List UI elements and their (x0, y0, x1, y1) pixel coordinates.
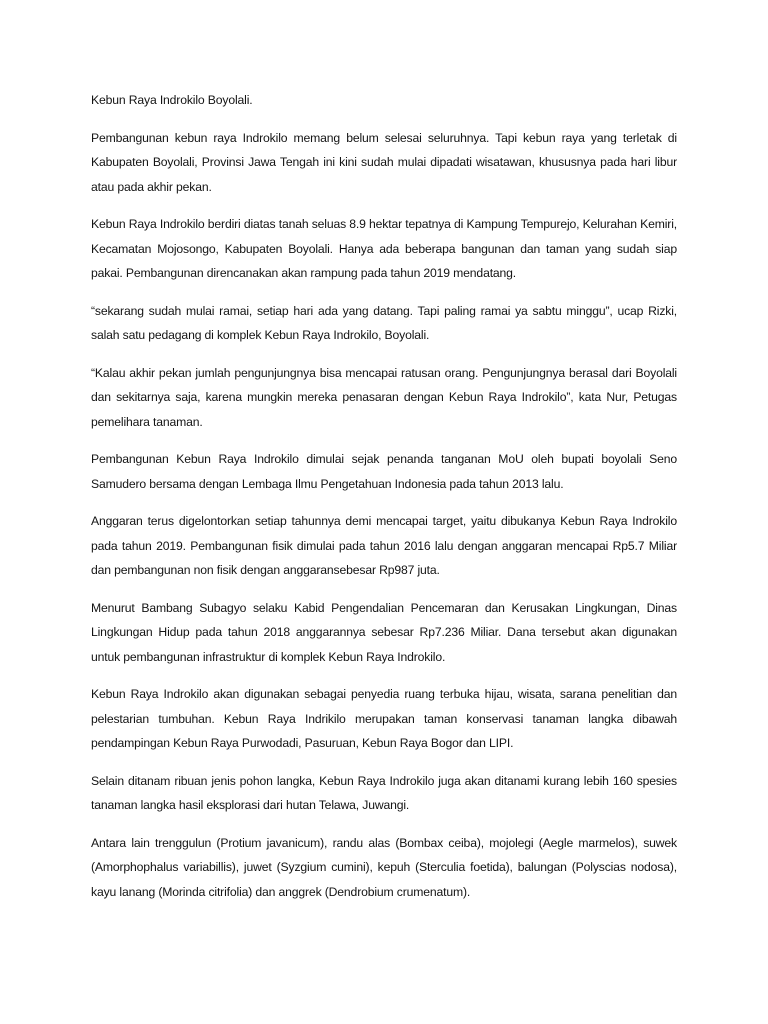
paragraph-5: Pembangunan Kebun Raya Indrokilo dimulai sejak penanda tanganan MoU oleh bupati boyolali Seno Samudero bersama dengan Lembaga Ilmu Pengetahuan Indonesia pada tahun 2013 lalu. (91, 452, 677, 491)
paragraph-3: “sekarang sudah mulai ramai, setiap hari ada yang datang. Tapi paling ramai ya sabtu minggu”, ucap Rizki, salah satu pedagang di komplek Kebun Raya Indrokilo, Boyolali. (91, 303, 677, 342)
document-title: Kebun Raya Indrokilo Boyolali. (91, 93, 253, 107)
paragraph-6: Anggaran terus digelontorkan setiap tahunnya demi mencapai target, yaitu dibukanya Kebun Raya Indrokilo pada tahun 2019. Pembangunan fisik dimulai pada tahun 2016 lalu dengan anggaran mencapai Rp5.7 Miliar dan pembangunan non fisik dengan anggaransebesar Rp987 juta. (91, 514, 677, 577)
paragraph-10: Antara lain trenggulun (Protium javanicum), randu alas (Bombax ceiba), mojolegi (Aegle marmelos), suwek (Amorphophalus variabillis), juwet (Syzgium cumini), kepuh (Sterculia foetida), balungan (Polyscias nodosa), kayu lanang (Morinda citrifolia) dan anggrek (Dendrobium crumenatum). (91, 835, 677, 899)
paragraph-8: Kebun Raya Indrokilo akan digunakan sebagai penyedia ruang terbuka hijau, wisata, sarana penelitian dan pelestarian tumbuhan. Kebun Raya Indrikilo merupakan taman konservasi tanaman langka dibawah pendampingan Kebun Raya Purwodadi, Pasuruan, Kebun Raya Bogor dan LIPI. (91, 687, 677, 750)
document-page (91, 88, 677, 917)
paragraph-4: “Kalau akhir pekan jumlah pengunjungnya bisa mencapai ratusan orang. Pengunjungnya berasal dari Boyolali dan sekitarnya saja, karena mungkin mereka penasaran dengan Kebun Raya Indrokilo”, kata Nur, Petugas pemelihara tanaman. (91, 365, 677, 429)
paragraph-1: Pembangunan kebun raya Indrokilo memang belum selesai seluruhnya. Tapi kebun raya yang terletak di Kabupaten Boyolali, Provinsi Jawa Tengah ini kini sudah mulai dipadati wisatawan, khususnya pada hari libur atau pada akhir pekan. (91, 130, 677, 194)
paragraph-9: Selain ditanam ribuan jenis pohon langka, Kebun Raya Indrokilo juga akan ditanami kurang lebih 160 spesies tanaman langka hasil eksplorasi dari hutan Telawa, Juwangi. (91, 773, 677, 812)
paragraph-2: Kebun Raya Indrokilo berdiri diatas tanah seluas 8.9 hektar tepatnya di Kampung Tempurejo, Kelurahan Kemiri, Kecamatan Mojosongo, Kabupaten Boyolali. Hanya ada beberapa bangunan dan taman yang sudah siap pakai. Pembangunan direncanakan akan rampung pada tahun 2019 mendatang. (91, 217, 677, 280)
paragraph-7: Menurut Bambang Subagyo selaku Kabid Pengendalian Pencemaran dan Kerusakan Lingkungan, Dinas Lingkungan Hidup pada tahun 2018 anggarannya sebesar Rp7.236 Miliar. Dana tersebut akan digunakan untuk pembangunan infrastruktur di komplek Kebun Raya Indrokilo. (91, 600, 677, 664)
